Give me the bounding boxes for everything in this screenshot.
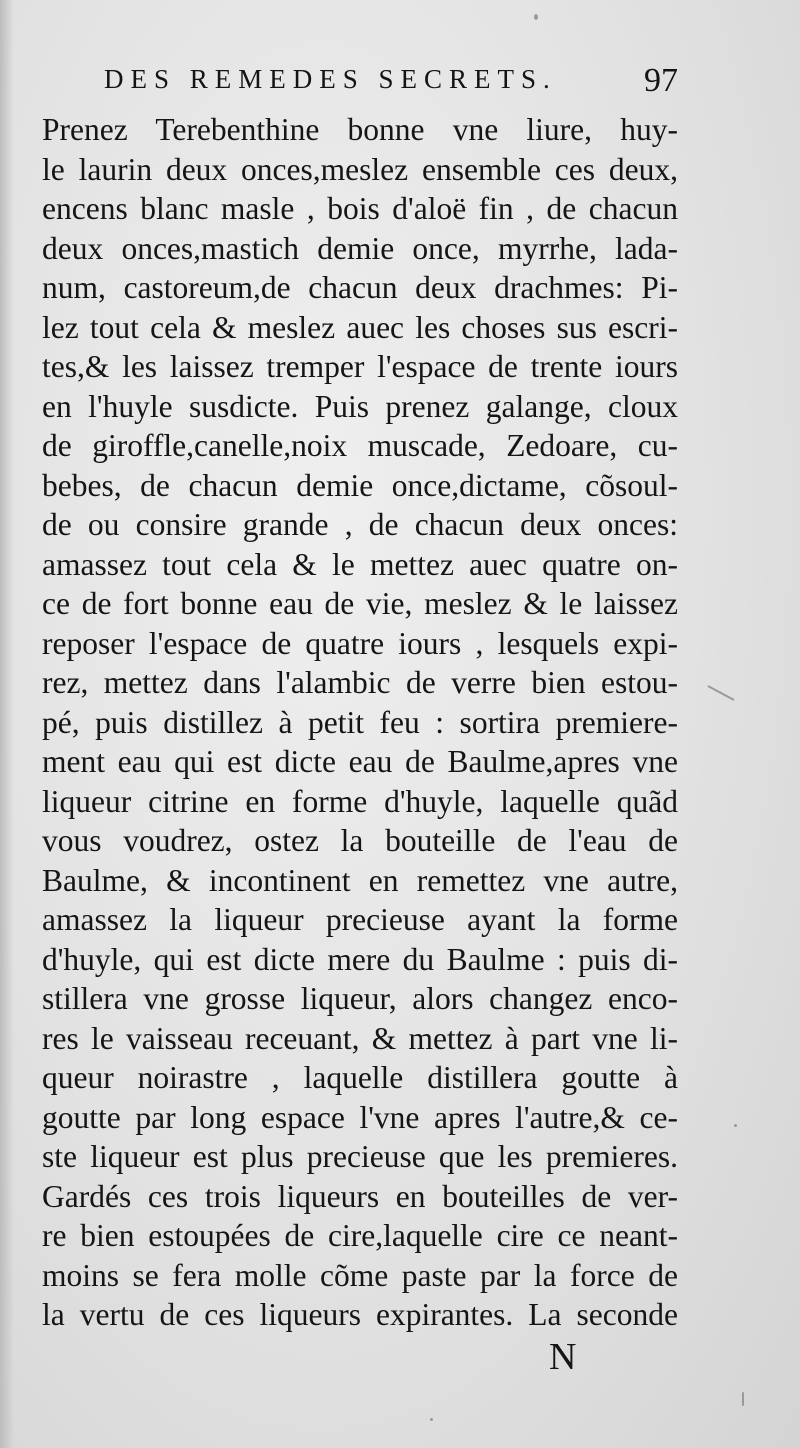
text-line: en l'huyle susdicte. Puis prenez galange, cloux: [42, 388, 678, 424]
text-line: deux onces,mastich demie once, myrrhe, lada-: [42, 230, 678, 266]
text-line: la vertu de ces liqueurs expirantes. La seconde: [42, 1297, 678, 1332]
text-line: res le vaisseau receuant, & mettez à part vne li-: [42, 1020, 678, 1056]
text-line: bebes, de chacun demie once,dictame, cõsoul-: [42, 467, 678, 503]
text-line: rez, mettez dans l'alambic de verre bien estou-: [42, 665, 678, 700]
page-header: [104, 62, 678, 102]
text-line: ment eau qui est dicte eau de Baulme,apres vne: [42, 744, 678, 779]
text-line: de ou consire grande , de chacun deux onces:: [42, 507, 678, 542]
text-line: re bien estoupées de cire,laquelle cire ce neant-: [42, 1218, 678, 1253]
text-line: goutte par long espace l'vne apres l'autre,& ce-: [42, 1099, 678, 1135]
text-line: vous voudrez, ostez la bouteille de l'eau de: [42, 823, 678, 858]
text-line: le laurin deux onces,meslez ensemble ces deux,: [42, 151, 678, 187]
text-line: moins se fera molle cõme paste par la force de: [42, 1257, 678, 1293]
text-line: lez tout cela & meslez auec les choses sus escri-: [42, 309, 678, 345]
signature-mark: N: [549, 1336, 577, 1378]
text-line: stillera vne grosse liqueur, alors changez enco-: [42, 981, 678, 1016]
text-line: Baulme, & incontinent en remettez vne autre,: [42, 862, 678, 898]
paper-speck: [707, 685, 734, 701]
text-line: ste liqueur est plus precieuse que les premieres.: [42, 1139, 678, 1174]
text-line: Gardés ces trois liqueurs en bouteilles de ver-: [42, 1178, 678, 1214]
text-line: num, castoreum,de chacun deux drachmes: Pi-: [42, 270, 678, 305]
gutter-shadow: [0, 0, 14, 1448]
text-line: liqueur citrine en forme d'huyle, laquelle quãd: [42, 783, 678, 819]
text-line: Prenez Terebenthine bonne vne liure, huy-: [42, 112, 678, 147]
text-line: d'huyle, qui est dicte mere du Baulme : puis di-: [42, 941, 678, 977]
body-text: [42, 110, 678, 1335]
text-line: encens blanc masle , bois d'aloë fin , de chacun: [42, 191, 678, 226]
text-line: amassez la liqueur precieuse ayant la forme: [42, 902, 678, 937]
paper-speck: [734, 1124, 737, 1127]
text-line: reposer l'espace de quatre iours , lesquels expi-: [42, 625, 678, 661]
text-line: amassez tout cela & le mettez auec quatre on-: [42, 546, 678, 582]
text-line: queur noirastre , laquelle distillera goutte à: [42, 1060, 678, 1095]
text-line: ce de fort bonne eau de vie, meslez & le laissez: [42, 586, 678, 621]
page-number: 97: [644, 62, 678, 99]
paper-speck: [430, 1418, 433, 1421]
text-line: de giroffle,canelle,noix muscade, Zedoare, cu-: [42, 428, 678, 463]
running-head: DES REMEDES SECRETS.: [104, 64, 557, 94]
paper-speck: [534, 14, 538, 20]
text-line: tes,& les laissez tremper l'espace de trente iours: [42, 349, 678, 384]
paper-speck: [742, 1392, 744, 1406]
text-line: pé, puis distillez à petit feu : sortira premiere-: [42, 704, 678, 740]
